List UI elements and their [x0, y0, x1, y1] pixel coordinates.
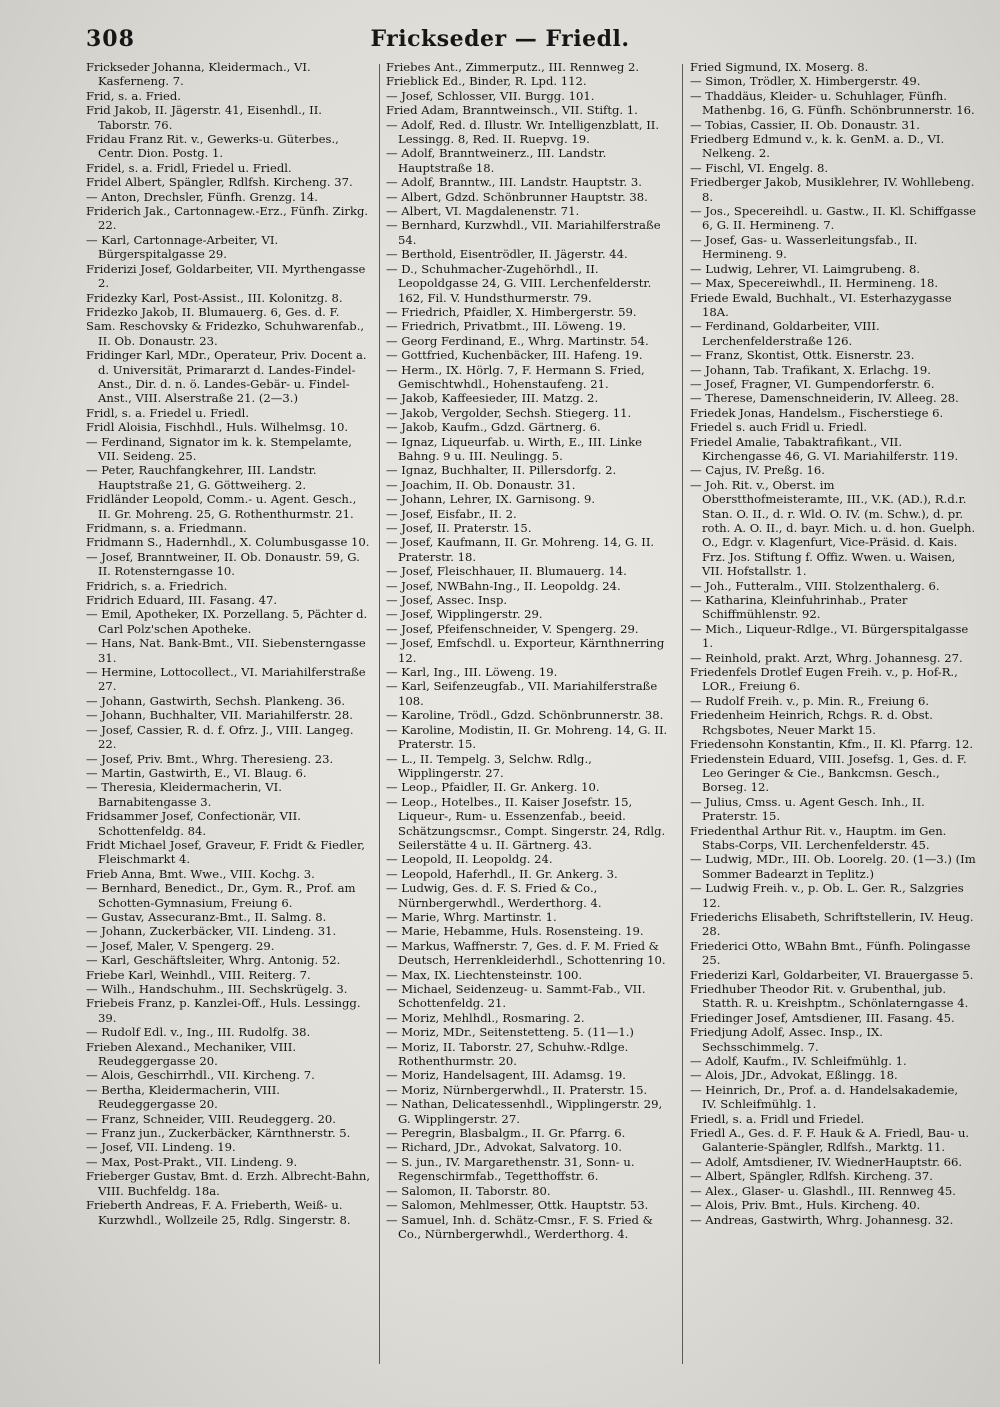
directory-entry: — Johann, Buchhalter, VII. Mariahilferstr. 28.	[86, 708, 353, 723]
directory-entry: Fridmann S., Hadernhdl., X. Columbusgasse 10.	[86, 535, 370, 550]
directory-entry: — Franz, Skontist, Ottk. Eisnerstr. 23.	[690, 348, 915, 363]
directory-entry: — Josef, NWBahn-Ing., II. Leopoldg. 24.	[386, 578, 621, 593]
directory-entry: — Josef, VII. Lindeng. 19.	[86, 1140, 236, 1155]
directory-entry: Frieberger Gustav, Bmt. d. Erzh. Albrecht-Bahn, VIII. Buchfeldg. 18a.	[86, 1169, 371, 1198]
directory-entry: — Moriz, MDr., Seitenstetteng. 5. (11—1.)	[386, 1025, 634, 1040]
directory-entry: — Josef, Fleischhauer, II. Blumauerg. 14.	[386, 564, 627, 579]
directory-entry: Friedjung Adolf, Assec. Insp., IX. Sechsschimmelg. 7.	[690, 1025, 883, 1054]
directory-entry: Fridezko Jakob, II. Blumauerg. 6, Ges. d. F.	[86, 304, 340, 319]
directory-entry: — Thaddäus, Kleider- u. Schuhlager, Fünfh. Mathenbg. 16, G. Fünfh. Schönbrunnerstr. 16.	[690, 88, 975, 118]
running-title: Frickseder — Friedl.	[370, 26, 630, 52]
directory-entry: — Johann, Zuckerbäcker, VII. Lindeng. 31.	[86, 924, 337, 939]
directory-entry: — Simon, Trödler, X. Himbergerstr. 49.	[690, 74, 921, 89]
directory-entry: — Max, IX. Liechtensteinstr. 100.	[386, 967, 583, 982]
directory-entry: Fridsammer Josef, Confectionär, VII. Schottenfeldg. 84.	[86, 809, 301, 838]
directory-entry: — Karoline, Modistin, II. Gr. Mohreng. 14, G. II. Praterstr. 15.	[386, 722, 668, 752]
directory-entry: Friederichs Elisabeth, Schriftstellerin, IV. Heug. 28.	[690, 909, 974, 939]
directory-entry: — Tobias, Cassier, II. Ob. Donaustr. 31.	[690, 117, 920, 132]
page-header	[0, 26, 1000, 60]
directory-entry: — Cajus, IV. Preßg. 16.	[690, 463, 825, 478]
directory-entry: — Georg Ferdinand, E., Whrg. Martinstr. 54.	[386, 333, 649, 348]
directory-entry: — Fischl, VI. Engelg. 8.	[690, 160, 829, 175]
directory-entry: — Rudolf Freih. v., p. Min. R., Freiung 6.	[690, 693, 930, 708]
directory-entry: Friedenstein Eduard, VIII. Josefsg. 1, Ges. d. F. Leo Geringer & Cie., Bankcmsn. Gesch., Borseg. 12.	[690, 751, 967, 795]
directory-entry: — Ludwig, Ges. d. F. S. Fried & Co., Nürnbergerwhdl., Werderthorg. 4.	[386, 881, 602, 910]
directory-entry: Friedberg Edmund v., k. k. GenM. a. D., VI. Nelkeng. 2.	[690, 132, 945, 161]
directory-entry: Fridel, s. a. Fridl, Friedel u. Friedl.	[86, 160, 292, 175]
directory-entry: — Emil, Apotheker, IX. Porzellang. 5, Pächter d. Carl Polz'schen Apotheke.	[86, 607, 368, 636]
directory-entry: — Johann, Tab. Trafikant, X. Erlachg. 19.	[690, 362, 931, 377]
directory-entry: — Adolf, Branntw., III. Landstr. Hauptstr. 3.	[386, 175, 642, 190]
directory-entry: — Julius, Cmss. u. Agent Gesch. Inh., II. Praterstr. 15.	[690, 794, 925, 824]
directory-entry: — Karoline, Trödl., Gdzd. Schönbrunnerstr. 38.	[386, 708, 664, 723]
directory-entry: Friedel s. auch Fridl u. Friedl.	[690, 420, 868, 435]
directory-entry: — Josef, Gas- u. Wasserleitungsfab., II. Hermineng. 9.	[690, 232, 918, 262]
directory-entry: Fridländer Leopold, Comm.- u. Agent. Gesch., II. Gr. Mohreng. 25, G. Rothenthurmstr. 21.	[86, 492, 357, 521]
directory-entry: — Moriz, Nürnbergerwhdl., II. Praterstr. 15.	[386, 1082, 648, 1097]
directory-entry: — Samuel, Inh. d. Schätz-Cmsr., F. S. Fried & Co., Nürnbergerwhdl., Werderthorg. 4.	[386, 1212, 653, 1241]
directory-entry: — Bernhard, Kurzwhdl., VII. Mariahilferstraße 54.	[386, 218, 661, 247]
column-rule	[379, 64, 380, 1364]
directory-entry: — Karl, Ing., III. Löweng. 19.	[386, 665, 558, 680]
column-middle	[386, 60, 673, 1380]
directory-entry: Friebe Karl, Weinhdl., VIII. Reiterg. 7.	[86, 967, 311, 982]
directory-entry: — Josef, Schlosser, VII. Burgg. 101.	[386, 88, 595, 103]
directory-entry: — Leopold, Haferhdl., II. Gr. Ankerg. 3.	[386, 866, 618, 881]
directory-entry: — Josef, Wipplingerstr. 29.	[386, 607, 543, 622]
directory-entry: — Bernhard, Benedict., Dr., Gym. R., Prof. am Schotten-Gymnasium, Freiung 6.	[86, 881, 356, 910]
directory-entry: — Josef, Kaufmann, II. Gr. Mohreng. 14, G. II. Praterstr. 18.	[386, 535, 655, 564]
directory-entry: Friedenfels Drotlef Eugen Freih. v., p. Hof-R., LOR., Freiung 6.	[690, 665, 958, 694]
directory-entry: — Ferdinand, Signator im k. k. Stempelamte, VII. Seideng. 25.	[86, 434, 352, 463]
directory-entry: Frid, s. a. Fried.	[86, 88, 181, 103]
directory-entry: — L., II. Tempelg. 3, Selchw. Rdlg., Wipplingerstr. 27.	[386, 751, 592, 780]
directory-entry: — Ignaz, Buchhalter, II. Pillersdorfg. 2.	[386, 463, 617, 478]
directory-entry: Frieblick Ed., Binder, R. Lpd. 112.	[386, 74, 587, 89]
directory-entry: — Adolf, Red. d. Illustr. Wr. Intelligenzblatt, II. Lessingg. 8, Red. II. Ruepvg. 19.	[386, 117, 660, 147]
directory-entry: — Peter, Rauchfangkehrer, III. Landstr. Hauptstraße 21, G. Göttweiherg. 2.	[86, 463, 317, 492]
directory-entry: — Andreas, Gastwirth, Whrg. Johannesg. 32.	[690, 1212, 954, 1227]
directory-entry: — Franz, Schneider, VIII. Reudeggerg. 20.	[86, 1111, 336, 1126]
directory-entry: — Adolf, Kaufm., IV. Schleifmühlg. 1.	[690, 1054, 907, 1069]
directory-entry: — Friedrich, Pfaidler, X. Himbergerstr. 59.	[386, 304, 637, 319]
directory-entry: — Marie, Hebamme, Huls. Rosensteing. 19.	[386, 924, 644, 939]
directory-entry: Frid Jakob, II. Jägerstr. 41, Eisenhdl., II. Taborstr. 76.	[86, 103, 322, 132]
directory-entry: — Adolf, Amtsdiener, IV. WiednerHauptstr. 66.	[690, 1154, 963, 1169]
directory-entry: — Martin, Gastwirth, E., VI. Blaug. 6.	[86, 765, 307, 780]
directory-entry: — Josef, Pfeifenschneider, V. Spengerg. 29.	[386, 621, 639, 636]
directory-entry: — Karl, Cartonnage-Arbeiter, VI. Bürgerspitalgasse 29.	[86, 232, 279, 262]
directory-entry: — Ignaz, Liqueurfab. u. Wirth, E., III. Linke Bahng. 9 u. III. Neulingg. 5.	[386, 434, 642, 463]
directory-entry: Friderizi Josef, Goldarbeiter, VII. Myrthengasse 2.	[86, 261, 366, 291]
column-right	[690, 60, 976, 1380]
directory-entry: — Alois, Priv. Bmt., Huls. Kircheng. 40.	[690, 1198, 921, 1213]
directory-entry: — Herm., IX. Hörlg. 7, F. Hermann S. Fried, Gemischtwhdl., Hohenstaufeng. 21.	[386, 362, 645, 391]
directory-entry: — Therese, Damenschneiderin, IV. Alleeg. 28.	[690, 391, 959, 406]
directory-entry: Friedel Amalie, Tabaktrafikant., VII. Kirchengasse 46, G. VI. Mariahilferstr. 119.	[690, 434, 959, 463]
directory-entry: — Albert, VI. Magdalenenstr. 71.	[386, 204, 580, 219]
directory-entry: — Josef, Maler, V. Spengerg. 29.	[86, 938, 275, 953]
directory-entry: — Johann, Lehrer, IX. Garnisong. 9.	[386, 492, 596, 507]
directory-entry: — Karl, Seifenzeugfab., VII. Mariahilferstraße 108.	[386, 679, 658, 708]
directory-entry: Frieb Anna, Bmt. Wwe., VIII. Kochg. 3.	[86, 866, 315, 881]
directory-entry: Friedinger Josef, Amtsdiener, III. Fasang. 45.	[690, 1010, 955, 1025]
directory-entry: Fridt Michael Josef, Graveur, F. Fridt & Fiedler, Fleischmarkt 4.	[86, 837, 365, 867]
directory-entry: — Michael, Seidenzeug- u. Sammt-Fab., VII. Schottenfeldg. 21.	[386, 982, 646, 1011]
directory-entry: Frieben Alexand., Mechaniker, VIII. Reudeggergasse 20.	[86, 1039, 297, 1069]
directory-entry: — Albert, Spängler, Rdlfsh. Kircheng. 37.	[690, 1169, 933, 1184]
directory-entry: — Josef, Fragner, VI. Gumpendorferstr. 6.	[690, 376, 935, 391]
directory-entry: — Josef, II. Praterstr. 15.	[386, 521, 532, 535]
directory-entry: Sam. Reschovsky & Fridezko, Schuhwarenfab., II. Ob. Donaustr. 23.	[86, 319, 365, 348]
directory-entry: — Karl, Geschäftsleiter, Whrg. Antonig. 52.	[86, 953, 341, 968]
directory-entry: — Moriz, Mehlhdl., Rosmaring. 2.	[386, 1010, 585, 1025]
directory-entry: — Alois, JDr., Advokat, Eßlingg. 18.	[690, 1068, 898, 1083]
directory-entry: — Jakob, Kaufm., Gdzd. Gärtnerg. 6.	[386, 420, 601, 435]
directory-entry: — Wilh., Handschuhm., III. Sechskrügelg. 3.	[86, 982, 348, 996]
directory-entry: — Josef, Assec. Insp.	[386, 593, 508, 608]
directory-entry: — Jos., Specereihdl. u. Gastw., II. Kl. Schiffgasse 6, G. II. Hermineng. 7.	[690, 204, 976, 233]
directory-entry: Fridl, s. a. Friedel u. Friedl.	[86, 405, 250, 420]
directory-entry: — Reinhold, prakt. Arzt, Whrg. Johannesg. 27.	[690, 650, 963, 665]
directory-entry: — Salomon, II. Taborstr. 80.	[386, 1183, 551, 1198]
directory-entry: — Marie, Whrg. Martinstr. 1.	[386, 909, 557, 924]
directory-entry: Fridezky Karl, Post-Assist., III. Kolonitzg. 8.	[86, 290, 343, 305]
directory-entry: — Berthold, Eisentrödler, II. Jägerstr. 44.	[386, 247, 628, 262]
directory-entry: — Josef, Eisfabr., II. 2.	[386, 506, 517, 521]
directory-entry: — S. jun., IV. Margarethenstr. 31, Sonn- u. Regenschirmfab., Tegetthoffstr. 6.	[386, 1154, 635, 1184]
directory-entry: — Ludwig, MDr., III. Ob. Loorelg. 20. (1—3.) (Im Sommer Badearzt in Teplitz.)	[690, 852, 976, 881]
column-rule	[682, 64, 683, 1364]
directory-entry: — Rudolf Edl. v., Ing., III. Rudolfg. 38.	[86, 1025, 311, 1040]
directory-entry: — Josef, Branntweiner, II. Ob. Donaustr. 59, G. II. Rotensterngasse 10.	[86, 549, 360, 579]
directory-entry: Friedberger Jakob, Musiklehrer, IV. Wohllebeng. 8.	[690, 175, 975, 204]
directory-entry: Frickseder Johanna, Kleidermach., VI. Kasferneng. 7.	[86, 60, 311, 89]
directory-entry: Friderich Jak., Cartonnagew.-Erz., Fünfh. Zirkg. 22.	[86, 204, 369, 233]
directory-entry: Fridrich, s. a. Friedrich.	[86, 578, 228, 593]
directory-entry: — Jakob, Kaffeesieder, III. Matzg. 2.	[386, 391, 599, 406]
directory-entry: — Bertha, Kleidermacherin, VIII. Reudeggergasse 20.	[86, 1082, 280, 1112]
directory-entry: Friedenthal Arthur Rit. v., Hauptm. im Gen. Stabs-Corps, VII. Lerchenfelderstr. 45.	[690, 823, 947, 852]
directory-entry: Friede Ewald, Buchhalt., VI. Esterhazygasse 18A.	[690, 290, 952, 319]
page-number: 308	[86, 26, 135, 52]
directory-entry: Fridmann, s. a. Friedmann.	[86, 521, 247, 535]
directory-entry: Fridel Albert, Spängler, Rdlfsh. Kircheng. 37.	[86, 175, 353, 190]
directory-entry: — Hermine, Lottocollect., VI. Mariahilferstraße 27.	[86, 665, 366, 694]
directory-entry: Friebeis Franz, p. Kanzlei-Off., Huls. Lessingg. 39.	[86, 996, 361, 1025]
directory-entry: — Ludwig Freih. v., p. Ob. L. Ger. R., Salzgries 12.	[690, 881, 964, 910]
directory-entry: Friederizi Karl, Goldarbeiter, VI. Brauergasse 5.	[690, 967, 974, 982]
directory-entry: Friedhuber Theodor Rit. v. Grubenthal, jub. Statth. R. u. Kreishptm., Schönlaterngasse 4.	[690, 982, 969, 1011]
directory-entry: — Anton, Drechsler, Fünfh. Grenzg. 14.	[86, 189, 318, 204]
directory-entry: Friedl A., Ges. d. F. F. Hauk & A. Friedl, Bau- u. Galanterie-Spängler, Rdlfsh., Marktg. 11.	[690, 1126, 970, 1155]
directory-entry: — Ferdinand, Goldarbeiter, VIII. Lerchenfelderstraße 126.	[690, 319, 880, 348]
directory-entry: — Josef, Emfschdl. u. Exporteur, Kärnthnerring 12.	[386, 636, 665, 665]
directory-entry: — Leop., Hotelbes., II. Kaiser Josefstr. 15, Liqueur-, Rum- u. Essenzenfab., beeid. Schätzungscmsr., Compt. Singerstr. 24, Rdlg. Seilerstätte 4 u. II. Gärtnerg. 43.	[386, 794, 666, 852]
directory-entry: — Gottfried, Kuchenbäcker, III. Hafeng. 19.	[386, 348, 643, 363]
directory-entry: — Peregrin, Blasbalgm., II. Gr. Pfarrg. 6.	[386, 1126, 626, 1141]
directory-entry: — Hans, Nat. Bank-Bmt., VII. Siebensterngasse 31.	[86, 636, 366, 665]
directory-entry: — Theresia, Kleidermacherin, VI. Barnabitengasse 3.	[86, 780, 282, 809]
directory-entry: — Joh., Futteralm., VIII. Stolzenthalerg. 6.	[690, 578, 940, 593]
column-left	[86, 60, 372, 1380]
directory-entry: — Jakob, Vergolder, Sechsh. Stiegerg. 11.	[386, 405, 632, 420]
directory-entry: Friedensohn Konstantin, Kfm., II. Kl. Pfarrg. 12.	[690, 737, 974, 752]
directory-entry: — Richard, JDr., Advokat, Salvatorg. 10.	[386, 1140, 622, 1155]
directory-entry: — Mich., Liqueur-Rdlge., VI. Bürgerspitalgasse 1.	[690, 621, 969, 651]
directory-entry: — Moriz, Handelsagent, III. Adamsg. 19.	[386, 1068, 626, 1083]
directory-entry: — Salomon, Mehlmesser, Ottk. Hauptstr. 53.	[386, 1198, 649, 1213]
directory-entry: — Joachim, II. Ob. Donaustr. 31.	[386, 477, 576, 492]
directory-entry: — Nathan, Delicatessenhdl., Wipplingerstr. 29, G. Wipplingerstr. 27.	[386, 1097, 663, 1126]
directory-entry: — Johann, Gastwirth, Sechsh. Plankeng. 36.	[86, 693, 346, 708]
directory-entry: — Josef, Priv. Bmt., Whrg. Theresieng. 23.	[86, 751, 334, 766]
columns-area	[86, 60, 976, 1380]
directory-entry: Friebes Ant., Zimmerputz., III. Rennweg 2.	[386, 60, 640, 74]
directory-entry: Friedek Jonas, Handelsm., Fischerstiege 6.	[690, 405, 944, 420]
directory-entry: — Gustav, Assecuranz-Bmt., II. Salmg. 8.	[86, 909, 327, 924]
directory-entry: Fridinger Karl, MDr., Operateur, Priv. Docent a. d. Universität, Primararzt d. Landes-Findel-Anst., Dir. d. n. ö. Landes-Gebär- u. Findel-Anst., VIII. Alserstraße 21. (2—3.)	[86, 348, 367, 406]
directory-entry: — Josef, Cassier, R. d. f. Ofrz. J., VIII. Langeg. 22.	[86, 722, 354, 752]
directory-entry: — Leopold, II. Leopoldg. 24.	[386, 852, 553, 867]
directory-entry: — Alois, Geschirrhdl., VII. Kircheng. 7.	[86, 1068, 315, 1083]
directory-entry: Fried Sigmund, IX. Moserg. 8.	[690, 60, 869, 74]
directory-entry: — Adolf, Branntweinerz., III. Landstr. Hauptstraße 18.	[386, 146, 607, 175]
directory-entry: — Max, Specereiwhdl., II. Hermineng. 18.	[690, 276, 939, 291]
directory-entry: — Leop., Pfaidler, II. Gr. Ankerg. 10.	[386, 780, 600, 795]
directory-entry: — Albert, Gdzd. Schönbrunner Hauptstr. 38.	[386, 189, 648, 204]
directory-entry: Friedl, s. a. Fridl und Friedel.	[690, 1111, 865, 1126]
directory-entry: — D., Schuhmacher-Zugehörhdl., II. Leopoldgasse 24, G. VIII. Lerchenfelderstr. 162, Fil. V. Hundsthurmerstr. 79.	[386, 261, 652, 305]
directory-entry: — Max, Post-Prakt., VII. Lindeng. 9.	[86, 1154, 298, 1169]
directory-entry: Friedenheim Heinrich, Rchgs. R. d. Obst. Rchgsbotes, Neuer Markt 15.	[690, 708, 933, 737]
directory-entry: — Moriz, II. Taborstr. 27, Schuhw.-Rdlge. Rothenthurmstr. 20.	[386, 1039, 629, 1069]
directory-entry: Fried Adam, Branntweinsch., VII. Stiftg. 1.	[386, 103, 638, 118]
directory-entry: — Joh. Rit. v., Oberst. im Oberstthofmeisteramte, III., V.K. (AD.), R.d.r. Stan. O. II., d. r. Wld. O. IV. (m. Schw.), d. pr. roth. A. O. II., d. bayr. Mich. u. d. hon. Guelph. O., Edgr. v. Klagenfurt, Vice-Präsid. d. Kais. Frz. Jos. Stiftung f. Offiz. Wwen. u. Waisen, VII. Hofstallstr. 1.	[690, 477, 976, 579]
directory-entry: — Friedrich, Privatbmt., III. Löweng. 19.	[386, 319, 627, 334]
directory-entry: — Markus, Waffnerstr. 7, Ges. d. F. M. Fried & Deutsch, Herrenkleiderhdl., Schottenring 10.	[386, 938, 666, 968]
directory-entry: — Heinrich, Dr., Prof. a. d. Handelsakademie, IV. Schleifmühlg. 1.	[690, 1082, 959, 1112]
directory-entry: Friederici Otto, WBahn Bmt., Fünfh. Polingasse 25.	[690, 938, 971, 968]
directory-entry: Frieberth Andreas, F. A. Frieberth, Weiß- u. Kurzwhdl., Wollzeile 25, Rdlg. Singerstr. 8.	[86, 1198, 351, 1227]
directory-entry: — Katharina, Kleinfuhrinhab., Prater Schiffmühlenstr. 92.	[690, 593, 908, 622]
directory-entry: Fridrich Eduard, III. Fasang. 47.	[86, 593, 278, 608]
directory-entry: — Ludwig, Lehrer, VI. Laimgrubeng. 8.	[690, 261, 921, 276]
directory-entry: — Alex., Glaser- u. Glashdl., III. Rennweg 45.	[690, 1183, 956, 1198]
directory-entry: — Franz jun., Zuckerbäcker, Kärnthnerstr. 5.	[86, 1126, 351, 1141]
directory-entry: Fridau Franz Rit. v., Gewerks-u. Güterbes., Centr. Dion. Postg. 1.	[86, 132, 339, 161]
directory-entry: Fridl Aloisia, Fischhdl., Huls. Wilhelmsg. 10.	[86, 420, 349, 435]
